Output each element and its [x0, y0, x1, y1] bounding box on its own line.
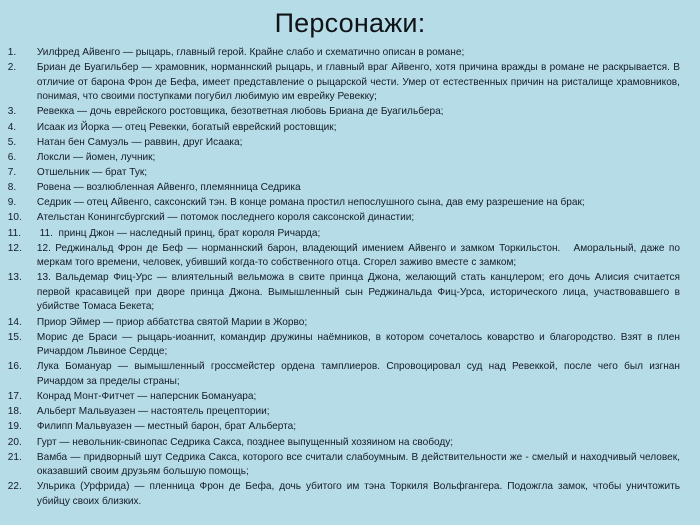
list-item-number: 10.: [7, 212, 22, 224]
list-item-text: Отшельник — брат Тук;: [36, 166, 148, 178]
list-item: [0, 136, 690, 151]
list-item: [0, 360, 690, 389]
list-item-text: Филипп Мальвуазен — местный барон, брат Альберта;: [36, 421, 297, 433]
list-item: [0, 451, 690, 480]
list-item-number: 1.: [7, 47, 17, 58]
list-item-number: 9.: [7, 197, 17, 209]
list-item-number: 11.: [7, 227, 22, 239]
list-item-number: 8.: [7, 182, 17, 194]
list-item-text: Гурт — невольник-свинопас Седрика Сакса, позднее выпущенный хозяином на свободу;: [36, 436, 454, 448]
list-item-text: Вамба — придворный шут Седрика Сакса, которого все считали слабоумным. В действительности же - смелый и находчивый человек, оказавший своим друзьям большую помощь;: [36, 451, 683, 478]
list-item-text: Натан бен Самуэль — раввин, друг Исаака;: [36, 136, 243, 148]
list-item: [0, 436, 690, 451]
list-item: [0, 105, 690, 120]
list-item-number: 4.: [7, 121, 17, 133]
list-item-number: 20.: [7, 436, 22, 448]
list-item-number: 22.: [7, 481, 22, 493]
list-item-number: 2.: [7, 62, 17, 74]
list-item-number: 18.: [7, 406, 22, 418]
list-item: [0, 46, 690, 61]
list-item-text: Конрад Монт-Фитчет — наперсник Бомануара;: [36, 391, 257, 403]
list-item: [0, 242, 690, 271]
list-item-text: Ровена — возлюбленная Айвенго, племянница Седрика: [36, 182, 301, 194]
list-item: [0, 181, 690, 196]
list-item-number: 19.: [7, 421, 22, 433]
list-item: [0, 390, 690, 405]
list-item: [0, 151, 690, 166]
list-item: [0, 166, 690, 181]
list-item-text: Седрик — отец Айвенго, саксонский тэн. В конце романа простил непослушного сына, дав ему разрешение на брак;: [36, 197, 585, 209]
list-item: [0, 480, 690, 509]
list-item-text: Бриан де Буагильбер — храмовник, норманнский рыцарь, и главный враг Айвенго, хотя причина вражды в романе не раскрывается. В отличие от барона Фрон де Бефа, имеет представление о рыцарской чести. Умер от естественных причин на ристалище храмовников, понимая, что своими поступками погубил любимую им еврейку Ревекку;: [36, 62, 683, 103]
list-item-text: 13. Вальдемар Фиц-Урс — влиятельный вельможа в свите принца Джона, желающий стать канцлером; его дочь Алисия считается первой красавицей при дворе принца Джона. Вымышленный сын Реджинальда Фиц-Урса, исторического лица, участвовавшего в убийстве Томаса Бекета;: [36, 272, 683, 313]
list-item: [0, 196, 690, 211]
list-item-number: 12.: [7, 242, 22, 254]
character-list: [0, 46, 700, 510]
list-item: [0, 405, 690, 420]
list-item-number: 16.: [7, 361, 22, 373]
list-item-text: Альберт Мальвуазен — настоятель прецептории;: [36, 406, 270, 418]
list-item: [0, 316, 690, 331]
list-item-text: Локсли — йомен, лучник;: [36, 151, 156, 163]
list-item-text: 12. Реджинальд Фрон де Беф — норманнский барон, владеющий имением Айвенго и замком Торкильстон. Аморальный, даже по меркам того времени, человек, убивший когда-то собственного отца. Сгорел заживо вместе с замком;: [36, 242, 683, 269]
slide-title: Персонажи:: [274, 8, 426, 38]
list-item-number: 13.: [7, 272, 22, 284]
list-item: [0, 271, 690, 315]
list-item-text: 11. принц Джон — наследный принц, брат короля Ричарда;: [36, 227, 321, 239]
list-item-number: 7.: [7, 166, 17, 178]
list-item-text: Приор Эймер — приор аббатства святой Марии в Жорво;: [36, 316, 308, 328]
list-item: [0, 211, 690, 226]
list-item-text: Ревекка — дочь еврейского ростовщика, безответная любовь Бриана де Буагильбера;: [36, 106, 444, 118]
list-item-text: Морис де Браси — рыцарь-иоаннит, командир дружины наёмников, в котором сочеталось коварство и благородство. Взят в плен Ричардом Львиное Сердце;: [36, 331, 683, 358]
list-item-number: 5.: [7, 136, 17, 148]
list-item-number: 3.: [7, 106, 17, 118]
list-item-number: 6.: [7, 151, 17, 163]
list-item: [0, 331, 690, 360]
list-item-text: Ульрика (Урфрида) — пленница Фрон де Бефа, дочь убитого им тэна Торкиля Вольфгангера. Подожгла замок, чтобы уничтожить убийцу своих близких.: [36, 481, 683, 507]
list-item: [0, 121, 690, 136]
list-item-text: Ательстан Конингсбургский — потомок последнего короля саксонской династии;: [36, 212, 415, 224]
list-item-number: 14.: [7, 316, 22, 328]
list-item-text: Уилфред Айвенго — рыцарь, главный герой. Крайне слабо и схематично описан в романе;: [36, 47, 465, 58]
list-item: [0, 420, 690, 435]
list-item-number: 15.: [7, 331, 22, 343]
list-item-number: 21.: [7, 451, 22, 463]
list-item: [0, 61, 690, 105]
list-item: [0, 227, 690, 242]
list-item-number: 17.: [7, 391, 22, 403]
list-item-text: Лука Бомануар — вымышленный гроссмейстер ордена тамплиеров. Спровоцировал суд над Ревеккой, после чего был изгнан Ричардом за пределы страны;: [36, 361, 683, 387]
list-item-text: Исаак из Йорка — отец Ревекки, богатый еврейский ростовщик;: [36, 121, 337, 133]
